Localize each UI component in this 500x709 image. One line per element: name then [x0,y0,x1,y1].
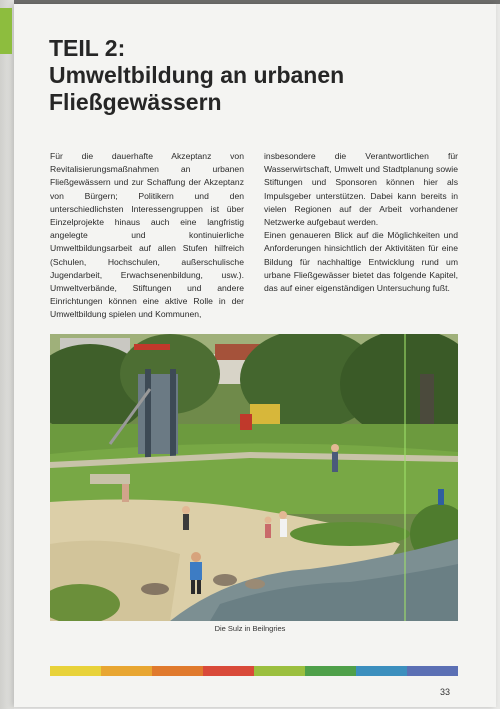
color-bar-segment [407,666,458,676]
river-photo [50,334,458,621]
color-bar-segment [254,666,305,676]
page-spine [0,0,14,709]
color-bar-segment [203,666,254,676]
paragraph-right-2: Einen genaueren Blick auf die Möglichkeiten und Anforderungen hinsichtlich der Aktivitäten für eine Bildung für nachhaltige Entwicklung rund um urbane Fließgewässer bietet das folgende Kapitel, das auf einer eigenständigen Untersuchung fußt. [264,230,458,294]
color-bar-segment [356,666,407,676]
chapter-tab-marker [0,8,12,54]
body-column-right [264,150,458,295]
river-photo-illustration [50,334,458,621]
color-bar-segment [152,666,203,676]
paragraph-right-1: insbesondere die Verantwortlichen für Wasserwirtschaft, Umwelt und Stadtplanung sowie Stiftungen und Sponsoren können hier als Impulsgeber unterstützen. Dabei kann bereits in vielen Regionen auf der Arbeit vorhandener Netzwerke aufgebaut werden. [264,151,458,228]
photo-caption: Die Sulz in Beilngries [214,624,286,633]
title-line-2: Umweltbildung an urbanen [49,62,345,88]
title-line-3: Fließgewässern [49,89,222,115]
body-column-left [50,150,244,322]
paragraph-left: Für die dauerhafte Akzeptanz von Revitalisierungsmaßnahmen an urbanen Fließgewässern und zur Schaffung der Akzeptanz von Bürgern; Politikern und den unterschiedlichsten Interessengruppen ist über Einzelprojekte hinaus auch eine langfristig angelegte und kontinuierliche Umweltbildungsarbeit auf allen Stufen hilfreich (Schulen, Hochschulen, außerschulische Jugendarbeit, Erwachsenenbildung, usw.). Umweltverbände, Stiftungen und andere Einrichtungen können eine aktive Rolle in der Umweltbildung spielen und Kommunen, [50,151,244,320]
color-bar-segment [50,666,101,676]
color-bar-segment [101,666,152,676]
footer-color-bar [50,666,458,676]
page-title [49,35,449,116]
color-bar-segment [305,666,356,676]
title-line-1: TEIL 2: [49,35,126,61]
page-number: 33 [440,687,451,697]
